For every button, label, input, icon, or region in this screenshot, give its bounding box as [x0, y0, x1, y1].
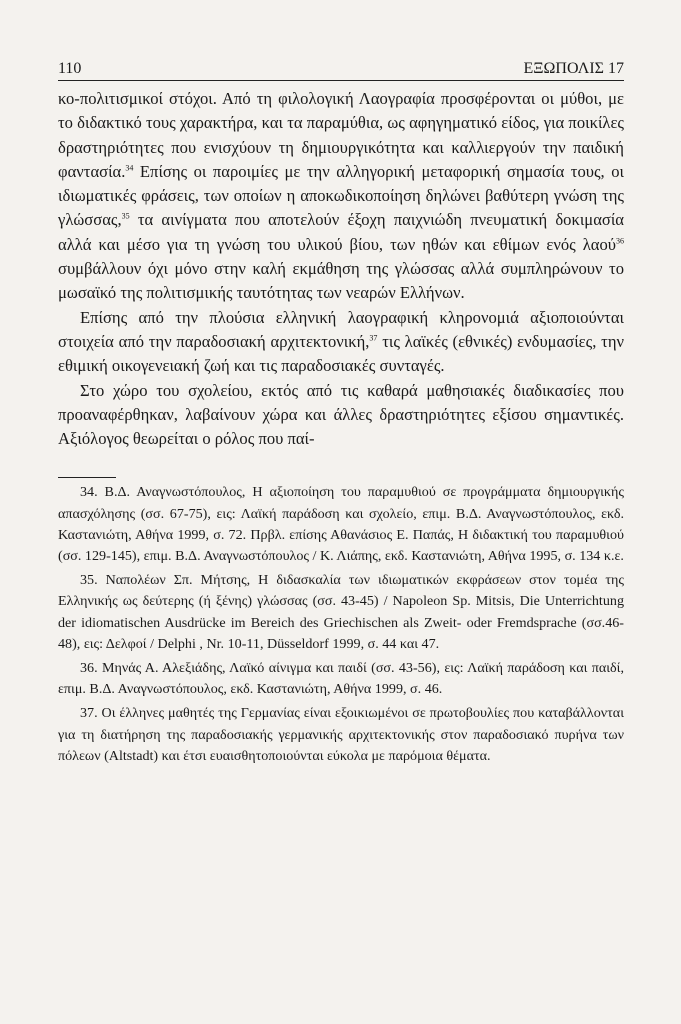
- paragraph-1: [58, 87, 624, 306]
- footnote-ref-35: 35: [121, 211, 130, 221]
- footnote-35: 35. Ναπολέων Σπ. Μήτσης, Η διδασκαλία των ιδιωματικών εκφράσεων στον τομέα της Ελληνικής ως δεύτερης (ή ξένης) γλώσσας (σσ. 43-45) / Napoleon Sp. Mitsis, Die Unterrichtung der idiomatischen Ausdrücke im Bereich des Griechischen als Zweit- oder Fremdsprache (σσ.46-48), εις: Δελφοί / Delphi , Nr. 10-11, Düsseldorf 1999, σ. 44 και 47.: [58, 572, 624, 652]
- text-run: Επίσης από την πλούσια ελληνική λαογραφική κληρονομιά αξιοποιούνται στοιχεία από την παραδοσιακή αρχιτεκτονική,: [58, 307, 624, 351]
- text-run: κο-πολιτισμικοί στόχοι. Από τη φιλολογική Λαογραφία προσφέρονται οι μύθοι, με το διδακτικό τους χαρακτήρα, και τα παραμύθια, ως αφηγηματικό είδος, για ποικίλες δραστηριότητες που ενισχύουν τη δημιουργικότητα και καλλιεργούν την παιδική φαντασία.: [58, 89, 624, 181]
- paragraph-3: Στο χώρο του σχολείου, εκτός από τις καθαρά μαθησιακές διαδικασίες που προαναφέρθηκαν, λαβαίνουν χώρα και άλλες δραστηριότητες εξίσου σημαντικές. Αξιόλογος θεωρείται ο ρόλος που παί-: [58, 380, 624, 449]
- footnote-37: 37. Οι έλληνες μαθητές της Γερμανίας είναι εξοικιωμένοι σε πρωτοβουλίες που καταβάλλονται για τη διατήρηση της παραδοσιακής γερμανικής αρχιτεκτονικής στον παραδοσιακό πυρήνα των πόλεων (Altstadt) και έτσι ευαισθητοποιούνται εύκολα με παρόμοια θέματα.: [58, 705, 624, 764]
- footnote-34: 34. Β.Δ. Αναγνωστόπουλος, Η αξιοποίηση του παραμυθιού σε προγράμματα δημιουργικής απασχόλησης (σσ. 67-75), εις: Λαϊκή παράδοση και σχολείο, επιμ. Β.Δ. Αναγνωστόπουλος, εκδ. Καστανιώτη, Αθήνα 1999, σ. 72. Πρβλ. επίσης Αθανάσιος Ε. Παπάς, Η διδακτική του παραμυθιού (σσ. 129-145), επιμ. Β.Δ. Αναγνωστόπουλος / Κ. Λιάπης, εκδ. Καστανιώτη, Αθήνα 1995, σ. 134 κ.ε.: [58, 484, 624, 565]
- text-run: Επίσης οι παροιμίες με την αλληγορική μεταφορική σημασία τους, οι ιδιωματικές φράσεις, των οποίων η αποκωδικοποίηση δηλώνει βαθύτερη γνώση της γλώσσας,: [58, 161, 624, 230]
- page: [58, 60, 624, 767]
- journal-title: ΕΞΩΠΟΛΙΣ 17: [523, 60, 624, 77]
- running-header: [58, 60, 624, 81]
- text-run: τα αινίγματα που αποτελούν έξοχη παιχνιώδη πνευματική δοκιμασία αλλά και μέσο για τη γνώση του υλικού βίου, των ηθών και εθίμων ενός λαού: [58, 210, 624, 254]
- paragraph-2: [58, 306, 624, 379]
- page-number: 110: [58, 60, 82, 77]
- footnotes: [58, 482, 624, 767]
- text-run: τις λαϊκές (εθνικές) ενδυμασίες, την εθιμική οικογενειακή ζωή και τις παραδοσιακές συνταγές.: [58, 331, 624, 376]
- footnote-ref-37: 37: [369, 333, 378, 343]
- footnote-ref-36: 36: [616, 236, 624, 246]
- text-run: συμβάλλουν όχι μόνο στην καλή εκμάθηση της γλώσσας αλλά συμπληρώνουν το μωσαϊκό της πολιτισμικής ταυτότητας των νεαρών Ελλήνων.: [58, 259, 624, 303]
- footnote-36: 36. Μηνάς Α. Αλεξιάδης, Λαϊκό αίνιγμα και παιδί (σσ. 43-56), εις: Λαϊκή παράδοση και παιδί, επιμ. Β.Δ. Αναγνωστόπουλος, εκδ. Καστανιώτη, Αθήνα 1999, σ. 46.: [58, 660, 624, 698]
- main-text: [58, 87, 624, 451]
- footnote-ref-34: 34: [125, 163, 134, 173]
- footnote-divider: [58, 477, 116, 478]
